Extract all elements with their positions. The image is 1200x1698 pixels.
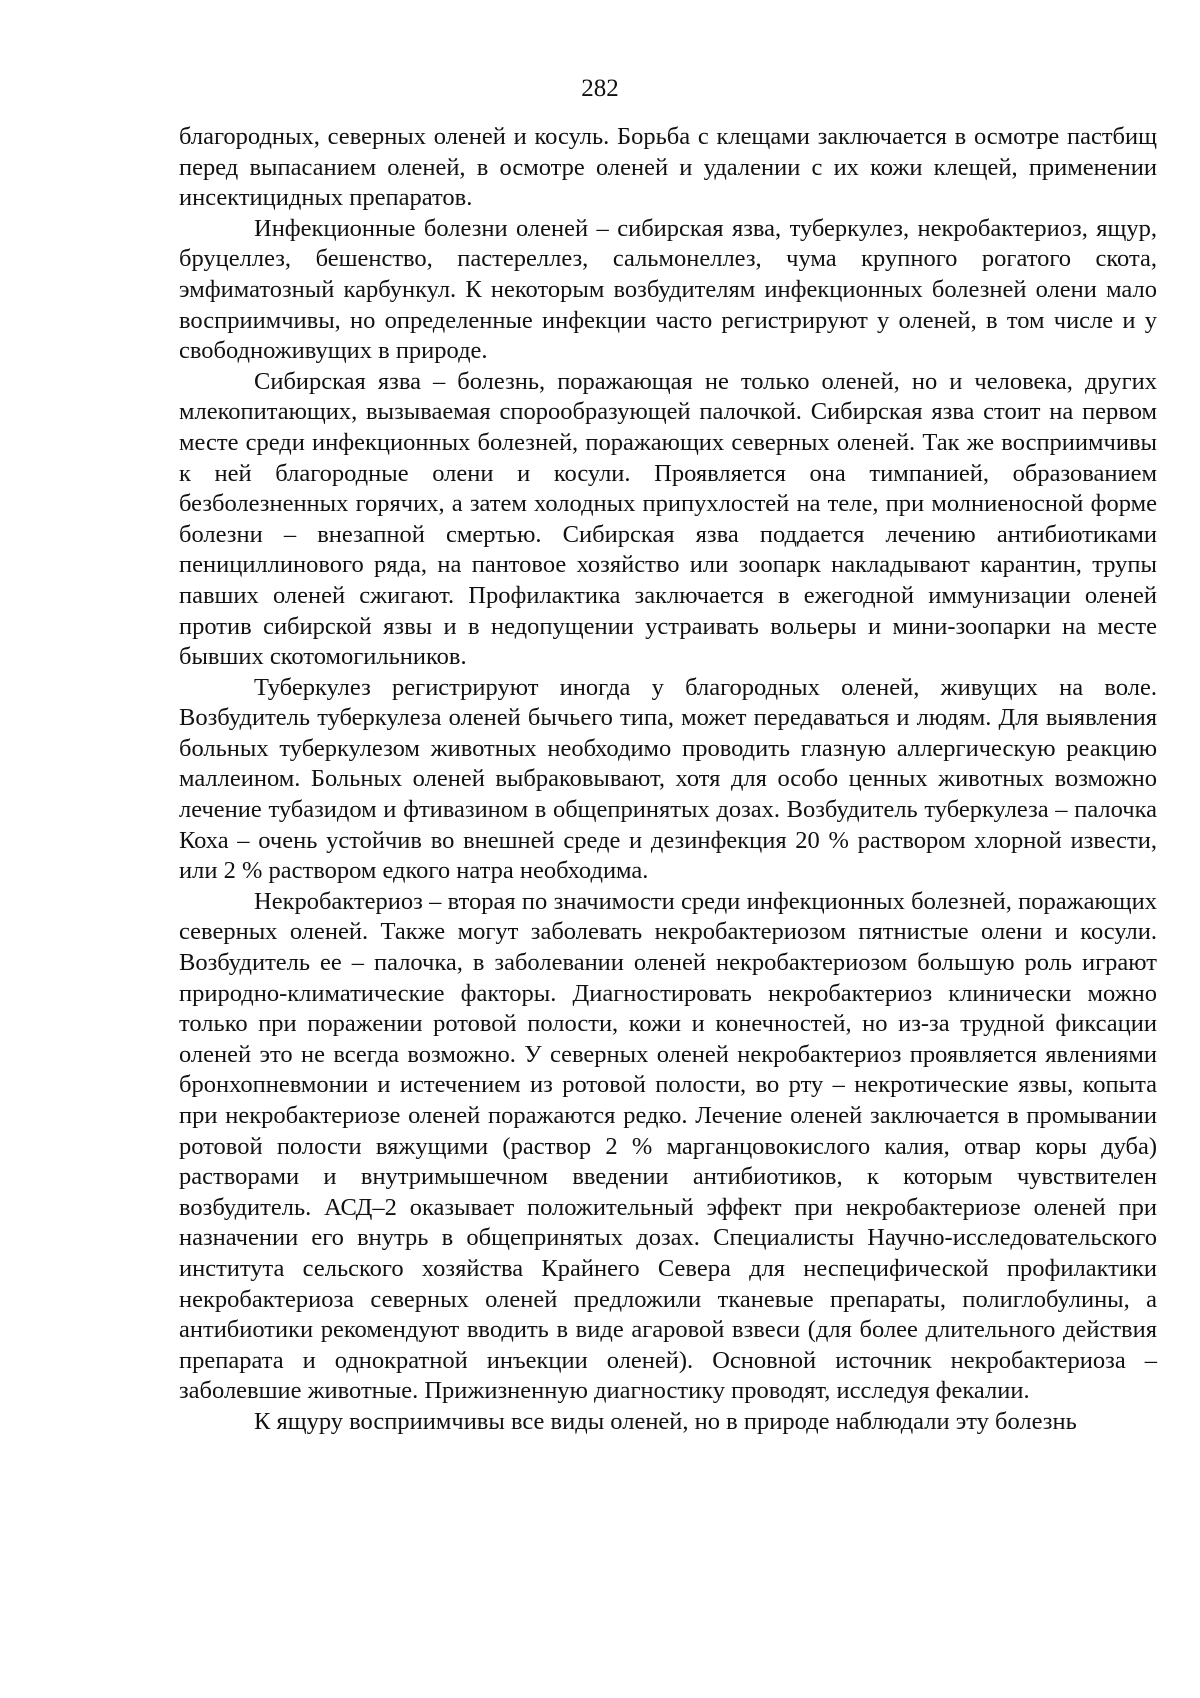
paragraph-tuberculosis: Туберкулез регистрируют иногда у благородных оленей, живущих на воле. Возбудитель туберкулеза оленей бычьего типа, может передаваться и людям. Для выявления больных туберкулезом животных необходимо проводить глазную аллергическую реакцию маллеином. Больных оленей выбраковывают, хотя для особо ценных животных возможно лечение тубазидом и фтивазином в общепринятых дозах. Возбудитель туберкулеза – палочка Коха – очень устойчив во внешней среде и дезинфекция 20 % раствором хлорной извести, или 2 % раствором едкого натра необходима. <box>179 673 1157 885</box>
paragraph-foot-and-mouth: К ящуру восприимчивы все виды оленей, но в природе наблюдали эту болезнь <box>254 1407 1077 1435</box>
paragraph-infectious-diseases: Инфекционные болезни оленей – сибирская язва, туберкулез, некробактериоз, ящур, бруцеллез, бешенство, пастереллез, сальмонеллез, чума крупного рогатого скота, эмфиматозный карбункул. К некоторым возбудителям инфекционных болезней олени мало восприимчивы, но определенные инфекции часто регистрируют у оленей, в том числе и у свободноживущих в природе. <box>179 214 1157 365</box>
page-number: 282 <box>581 75 619 102</box>
paragraph-anthrax: Сибирская язва – болезнь, поражающая не только оленей, но и человека, других млекопитающих, вызываемая спорообразующей палочкой. Сибирская язва стоит на первом месте среди инфекционных болезней, поражающих северных оленей. Так же восприимчивы к ней благородные олени и косули. Проявляется она тимпанией, образованием безболезненных горячих, а затем холодных припухлостей на теле, при молниеносной форме болезни – внезапной смертью. Сибирская язва поддается лечению антибиотиками пенициллинового ряда, на пантовое хозяйство или зоопарк накладывают карантин, трупы павших оленей сжигают. Профилактика заключается в ежегодной иммунизации оленей против сибирской язвы и в недопущении устраивать вольеры и мини-зоопарки на месте бывших скотомогильников. <box>179 367 1157 671</box>
paragraph-necrobacteriosis: Некробактериоз – вторая по значимости среди инфекционных болезней, поражающих северных оленей. Также могут заболевать некробактериозом пятнистые олени и косули. Возбудитель ее – палочка, в заболевании оленей некробактериозом большую роль играют природно-климатические факторы. Диагностировать некробактериоз клинически можно только при поражении ротовой полости, кожи и конечностей, но из-за трудной фиксации оленей это не всегда возможно. У северных оленей некробактериоз проявляется явлениями бронхопневмонии и истечением из ротовой полости, во рту – некротические язвы, копыта при некробактериозе оленей поражаются редко. Лечение оленей заключается в промывании ротовой полости вяжущими (раствор 2 % марганцовокислого калия, отвар коры дуба) растворами и внутримышечном введении антибиотиков, к которым чувствителен возбудитель. АСД–2 оказывает положительный эффект при некробактериозе оленей при назначении его внутрь в общепринятых дозах. Специалисты Научно-исследовательского института сельского хозяйства Крайнего Севера для неспецифической профилактики некробактериоза северных оленей предложили тканевые препараты, полиглобулины, а антибиотики рекомендуют вводить в виде агаровой взвеси (для более длительного действия препарата и однократной инъекции оленей). Основной источник некробактериоза – заболевшие животные. Прижизненную диагностику проводят, исследуя фекалии. <box>179 887 1157 1405</box>
paragraph-tick-control: благородных, северных оленей и косуль. Борьба с клещами заключается в осмотре пастбищ перед выпасанием оленей, в осмотре оленей и удалении с их кожи клещей, применении инсектицидных препаратов. <box>179 123 1157 212</box>
document-body <box>179 122 1157 1438</box>
